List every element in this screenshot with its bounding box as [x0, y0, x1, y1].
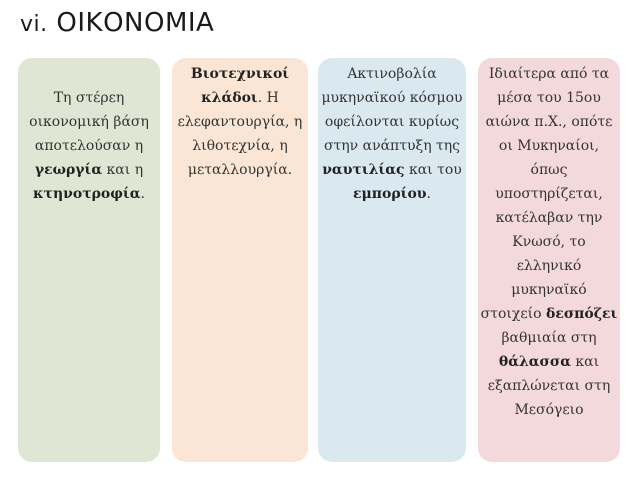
slide-title-prefix: vi.: [20, 12, 48, 37]
text-segment-bold: ναυτιλίας: [322, 162, 405, 178]
card-sea-power-text: [478, 62, 620, 422]
text-segment-bold: εμπορίου: [353, 186, 427, 202]
text-segment: και η: [102, 162, 144, 178]
slide-title-main: ΟΙΚΟΝΟΜΙΑ: [56, 8, 215, 38]
text-segment-bold: κτηνοτροφία: [33, 186, 141, 202]
text-segment: βαθμιαία στη: [501, 330, 597, 346]
card-sea-power: [478, 58, 620, 462]
slide-title: [20, 8, 214, 38]
text-segment-bold: δεσπόζει: [545, 306, 618, 322]
card-trade-text: [318, 62, 466, 206]
text-segment-bold: θάλασσα: [498, 354, 571, 370]
text-segment: .: [140, 186, 145, 202]
card-trade: [318, 58, 466, 462]
text-segment: Ακτινοβολία μυκηναϊκού κόσμου οφείλονται κυρίως στην ανάπτυξη της: [321, 66, 463, 154]
text-segment: Τη στέρεη οικονομική βάση αποτελούσαν η: [29, 90, 149, 154]
card-crafts: [172, 58, 308, 462]
text-segment: και εξαπλώνεται στη Μεσόγειο: [487, 354, 611, 418]
card-crafts-text: [172, 62, 308, 182]
text-segment: .: [426, 186, 431, 202]
text-segment: και του: [404, 162, 462, 178]
text-segment-bold: γεωργία: [34, 162, 103, 178]
card-agriculture-text: [18, 86, 160, 206]
text-segment: . Η ελεφαντουργία, η λιθοτεχνία, η μεταλλουργία.: [177, 90, 303, 178]
text-segment-bold: Βιοτεχνικοί κλάδοι: [190, 66, 290, 106]
text-segment: Ιδιαίτερα από τα μέσα του 15ου αιώνα π.Χ., οπότε οι Μυκηναίοι, όπως υποστηρίζεται, κατέλαβαν την Κνωσό, το ελληνικό μυκηναϊκό στοιχείο: [480, 66, 613, 322]
card-agriculture: [18, 58, 160, 462]
